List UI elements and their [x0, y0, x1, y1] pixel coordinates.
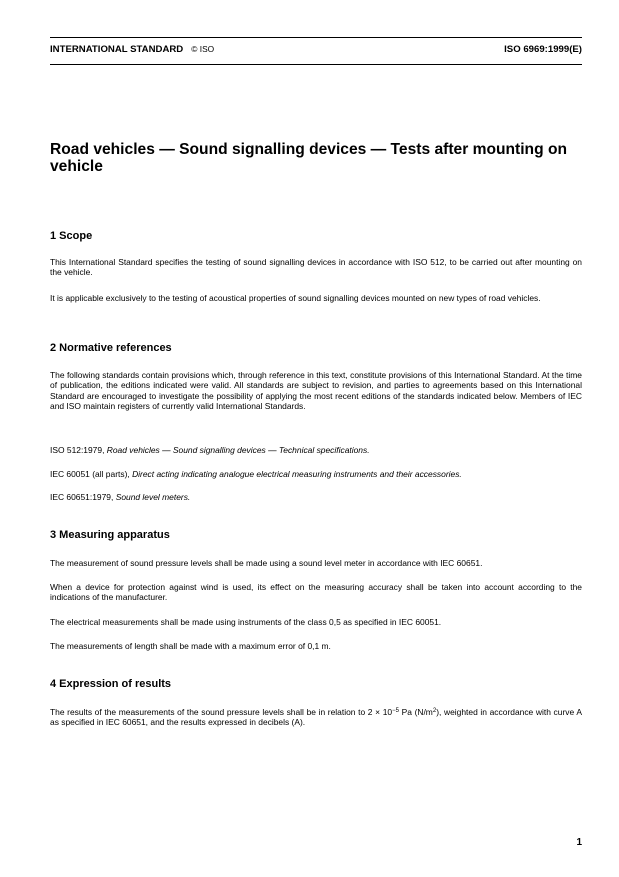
- section-heading-measuring-apparatus: 3 Measuring apparatus: [50, 529, 170, 541]
- document-title: Road vehicles — Sound signalling devices — Tests after mounting on vehicle: [50, 141, 567, 175]
- page-header: [50, 44, 582, 58]
- header-left: INTERNATIONAL STANDARD © ISO: [50, 44, 215, 55]
- scope-paragraph-1: This International Standard specifies the testing of sound signalling devices in accordance with ISO 512, to be carried out after mounting on the vehicle.: [50, 257, 582, 278]
- scope-paragraph-2: It is applicable exclusively to the testing of acoustical properties of sound signalling devices mounted on new types of road vehicles.: [50, 293, 541, 303]
- results-paragraph: The results of the measurements of the sound pressure levels shall be in relation to $2 \times 10^{-5}$ Pa $(N/m^2)$, weighted in accordance with curve A as specified in IEC 60651, and the results expressed in decibels (A).: [50, 707, 582, 728]
- apparatus-paragraph-1: The measurement of sound pressure levels shall be made using a sound level meter in accordance with IEC 60651.: [50, 558, 483, 568]
- apparatus-paragraph-4: The measurements of length shall be made with a maximum error of 0,1 m.: [50, 641, 331, 651]
- reference-iec-60651: IEC 60651:1979, Sound level meters.: [50, 492, 191, 502]
- apparatus-paragraph-2: When a device for protection against wind is used, its effect on the measuring accuracy shall be taken into account according to the indications of the manufacturer.: [50, 582, 582, 603]
- reference-iec-60051: IEC 60051 (all parts), Direct acting indicating analogue electrical measuring instruments and their accessories.: [50, 469, 462, 479]
- section-heading-scope: 1 Scope: [50, 230, 93, 242]
- section-heading-expression-of-results: 4 Expression of results: [50, 678, 172, 690]
- apparatus-paragraph-3: The electrical measurements shall be made using instruments of the class 0,5 as specified in IEC 60051.: [50, 617, 442, 627]
- header-bottom-rule: [50, 64, 582, 65]
- header-top-rule: [50, 37, 582, 38]
- header-copyright: © ISO: [191, 44, 215, 54]
- page-number: 1: [576, 837, 582, 848]
- normative-paragraph: The following standards contain provisions which, through reference in this text, constitute provisions of this International Standard. At the time of publication, the editions indicated were valid. All standards are subject to revision, and parties to agreements based on this International Standard are encouraged to investigate the possibility of applying the most recent editions of the standards indicated below. Members of IEC and ISO maintain registers of currently valid International Standards.: [50, 370, 582, 411]
- reference-iso-512: ISO 512:1979, Road vehicles — Sound signalling devices — Technical specifications.: [50, 445, 370, 455]
- section-heading-normative-references: 2 Normative references: [50, 342, 172, 354]
- header-document-number: ISO 6969:1999(E): [504, 44, 582, 55]
